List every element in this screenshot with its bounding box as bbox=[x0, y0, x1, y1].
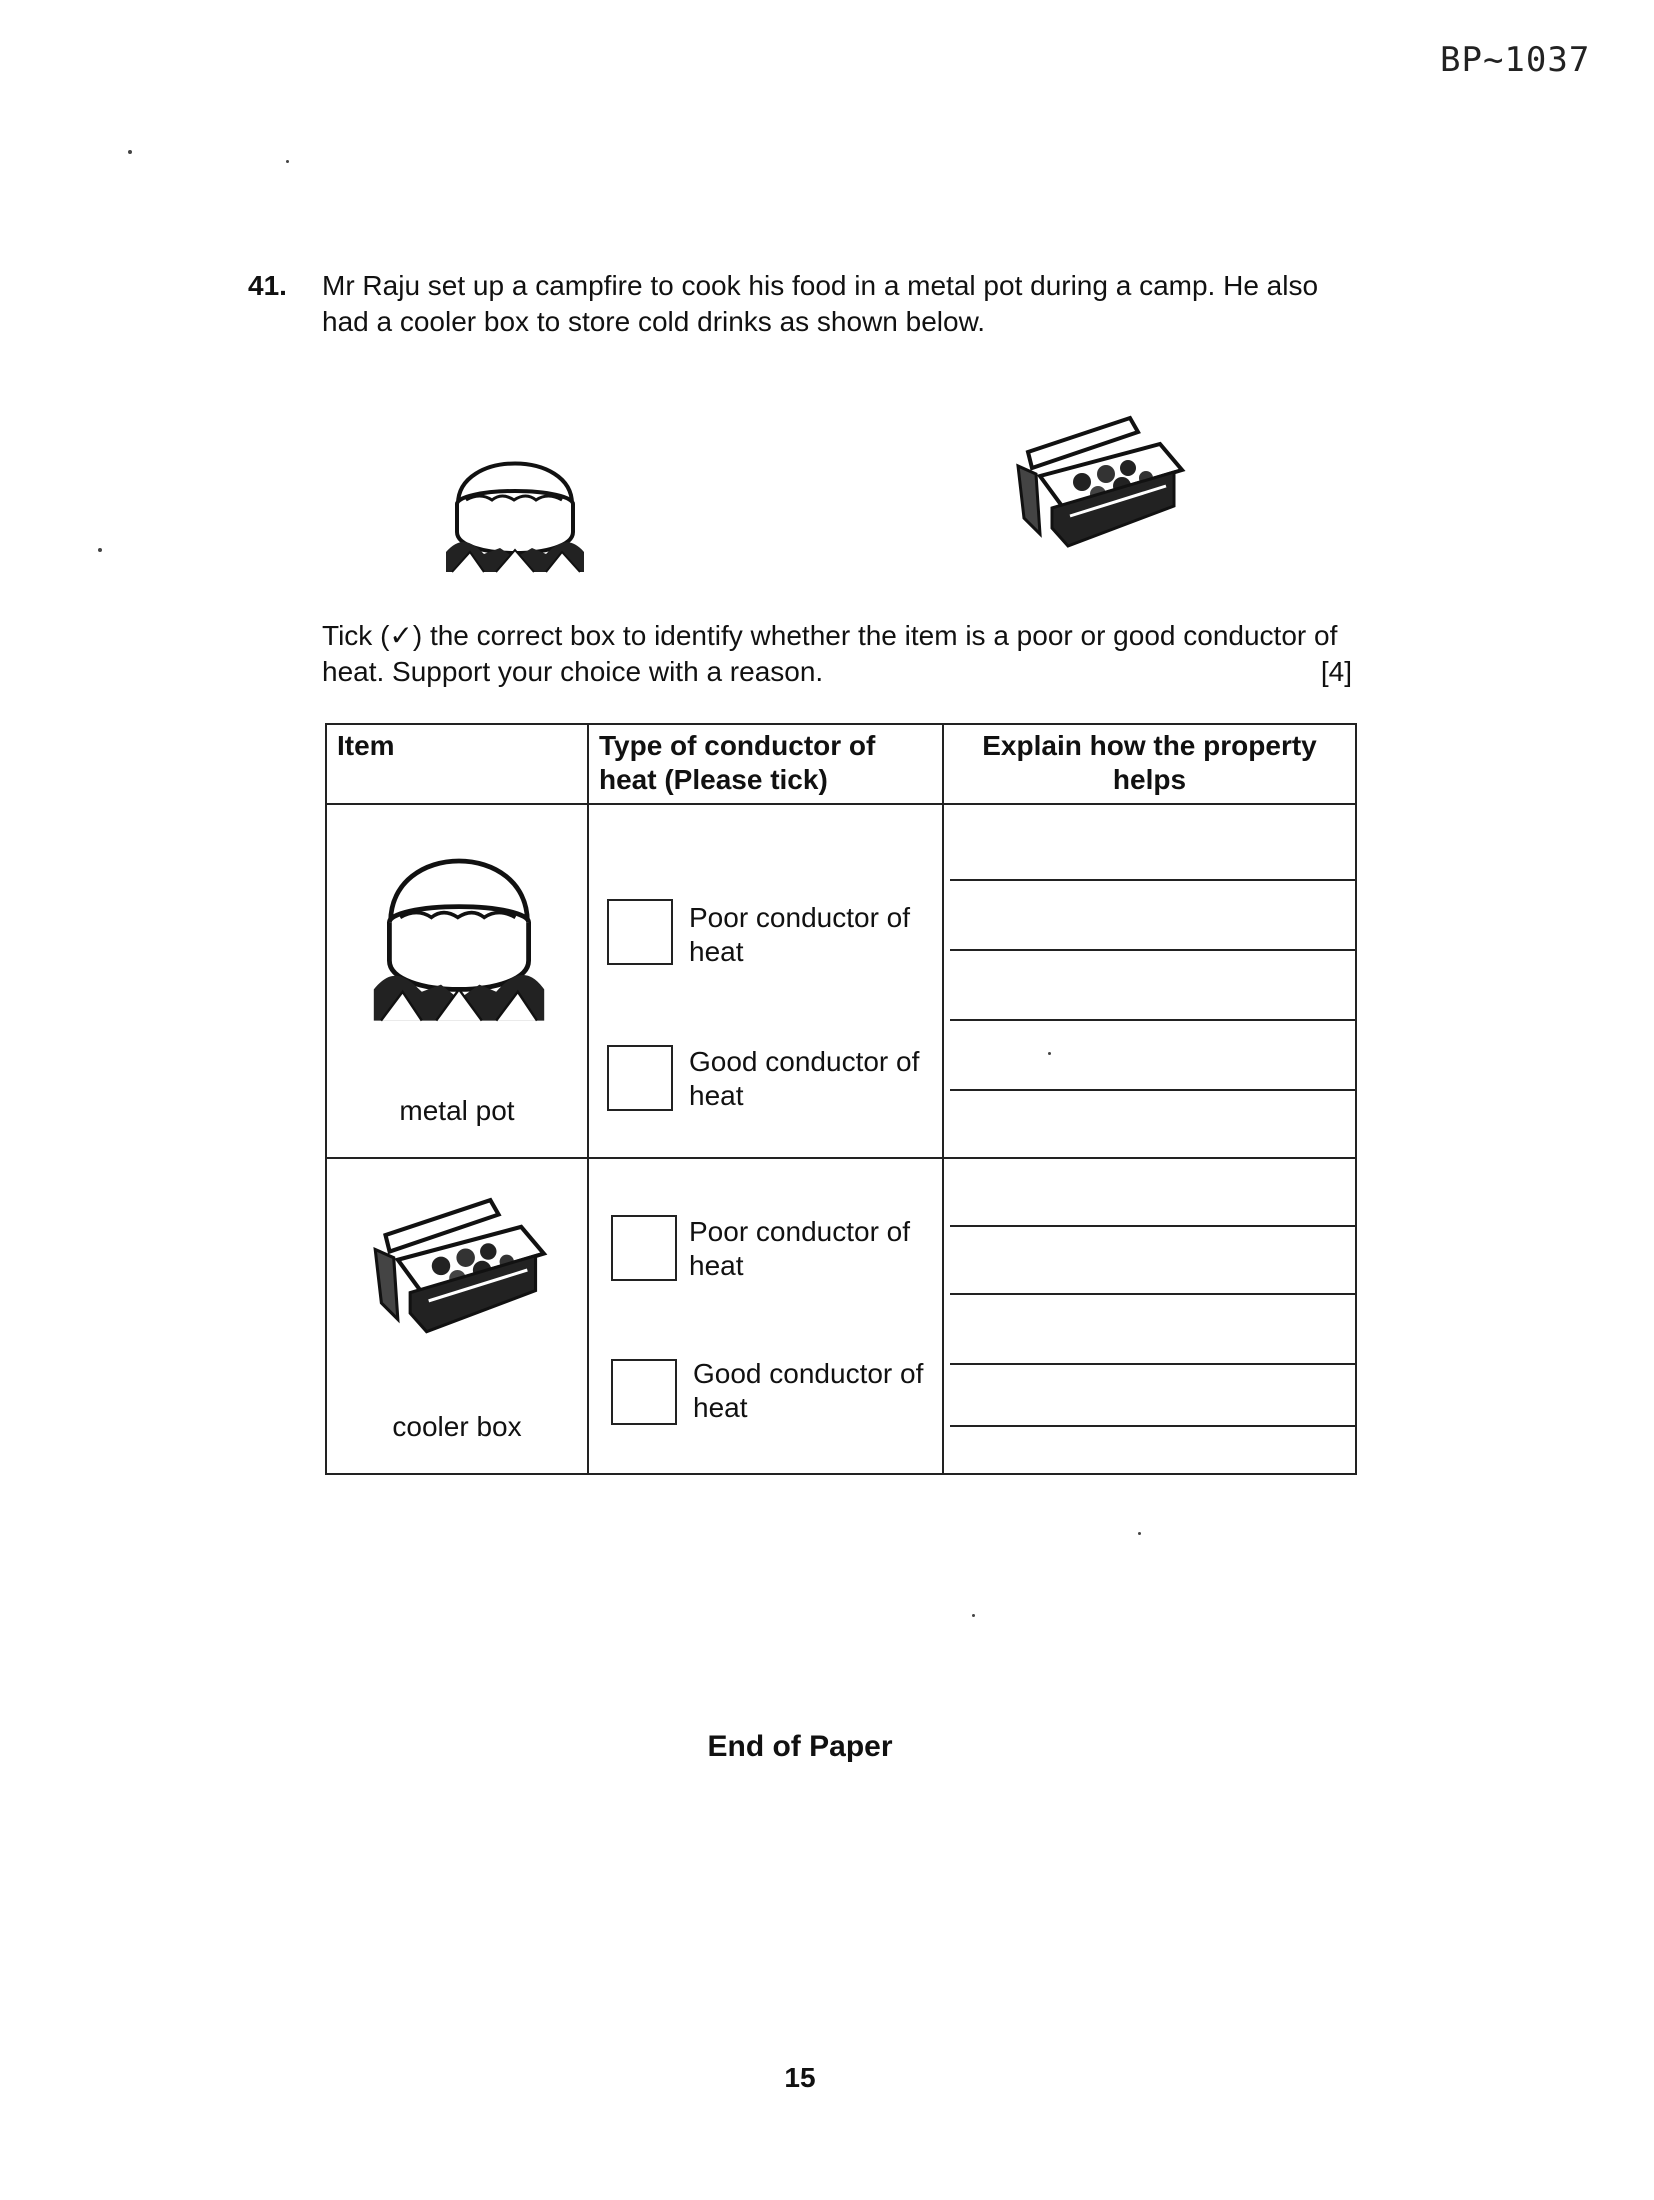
cooler-box-illustration bbox=[1010, 410, 1190, 565]
answer-line bbox=[950, 1363, 1355, 1365]
answer-table bbox=[325, 723, 1357, 1475]
explain-cell-metal-pot[interactable] bbox=[943, 804, 1356, 1158]
metal-pot-illustration bbox=[440, 440, 590, 590]
instruction-block bbox=[322, 618, 1352, 690]
marks-label: [4] bbox=[1320, 656, 1352, 687]
item-cell-metal-pot bbox=[326, 804, 588, 1158]
answer-line bbox=[950, 1089, 1355, 1091]
answer-line bbox=[950, 1019, 1355, 1021]
option-label-poor: Poor conductor of heat bbox=[689, 902, 911, 967]
tick-box-poor-conductor[interactable] bbox=[611, 1215, 677, 1281]
scan-speck bbox=[128, 150, 132, 154]
tick-box-good-conductor[interactable] bbox=[607, 1045, 673, 1111]
metal-pot-icon bbox=[440, 440, 590, 585]
answer-line bbox=[950, 1293, 1355, 1295]
document-code: BP~1037 bbox=[1440, 40, 1591, 80]
table-header-row bbox=[326, 724, 1356, 804]
tick-box-poor-conductor[interactable] bbox=[607, 899, 673, 965]
option-label-good: Good conductor of heat bbox=[693, 1358, 924, 1423]
option-label-good: Good conductor of heat bbox=[689, 1046, 920, 1111]
cooler-box-icon bbox=[367, 1189, 552, 1349]
item-cell-cooler-box bbox=[326, 1158, 588, 1474]
option-label-poor: Poor conductor of heat bbox=[689, 1216, 911, 1281]
scan-speck bbox=[98, 548, 102, 552]
answer-line bbox=[950, 949, 1355, 951]
metal-pot-picture bbox=[369, 831, 549, 1048]
scan-speck bbox=[286, 160, 289, 163]
page-number: 15 bbox=[784, 2062, 816, 2093]
item-caption: metal pot bbox=[399, 1095, 515, 1126]
cooler-box-icon bbox=[1010, 410, 1190, 560]
explain-cell-cooler-box[interactable] bbox=[943, 1158, 1356, 1474]
table-row bbox=[326, 804, 1356, 1158]
scan-speck bbox=[1048, 1052, 1051, 1055]
answer-line bbox=[950, 879, 1355, 881]
choice-cell-cooler-box bbox=[588, 1158, 943, 1474]
metal-pot-icon bbox=[369, 831, 549, 1041]
header-explain: Explain how the property helps bbox=[943, 724, 1356, 804]
table-row bbox=[326, 1158, 1356, 1474]
question-number: 41. bbox=[248, 270, 287, 301]
header-item: Item bbox=[326, 724, 588, 804]
scan-speck bbox=[972, 1614, 975, 1617]
item-caption: cooler box bbox=[392, 1411, 522, 1442]
answer-line bbox=[950, 1225, 1355, 1227]
choice-cell-metal-pot bbox=[588, 804, 943, 1158]
answer-line bbox=[950, 1425, 1355, 1427]
end-of-paper: End of Paper bbox=[707, 1730, 893, 1763]
header-conductor-type: Type of conductor of heat (Please tick) bbox=[588, 724, 943, 804]
question-text: Mr Raju set up a campfire to cook his food in a metal pot during a camp. He also had a cooler box to store cold drinks as shown below. bbox=[322, 270, 1319, 337]
cooler-box-picture bbox=[367, 1189, 552, 1356]
scan-speck bbox=[1138, 1532, 1141, 1535]
tick-box-good-conductor[interactable] bbox=[611, 1359, 677, 1425]
instruction-text: Tick (✓) the correct box to identify whether the item is a poor or good conductor of heat. Support your choice with a reason. bbox=[322, 620, 1338, 687]
